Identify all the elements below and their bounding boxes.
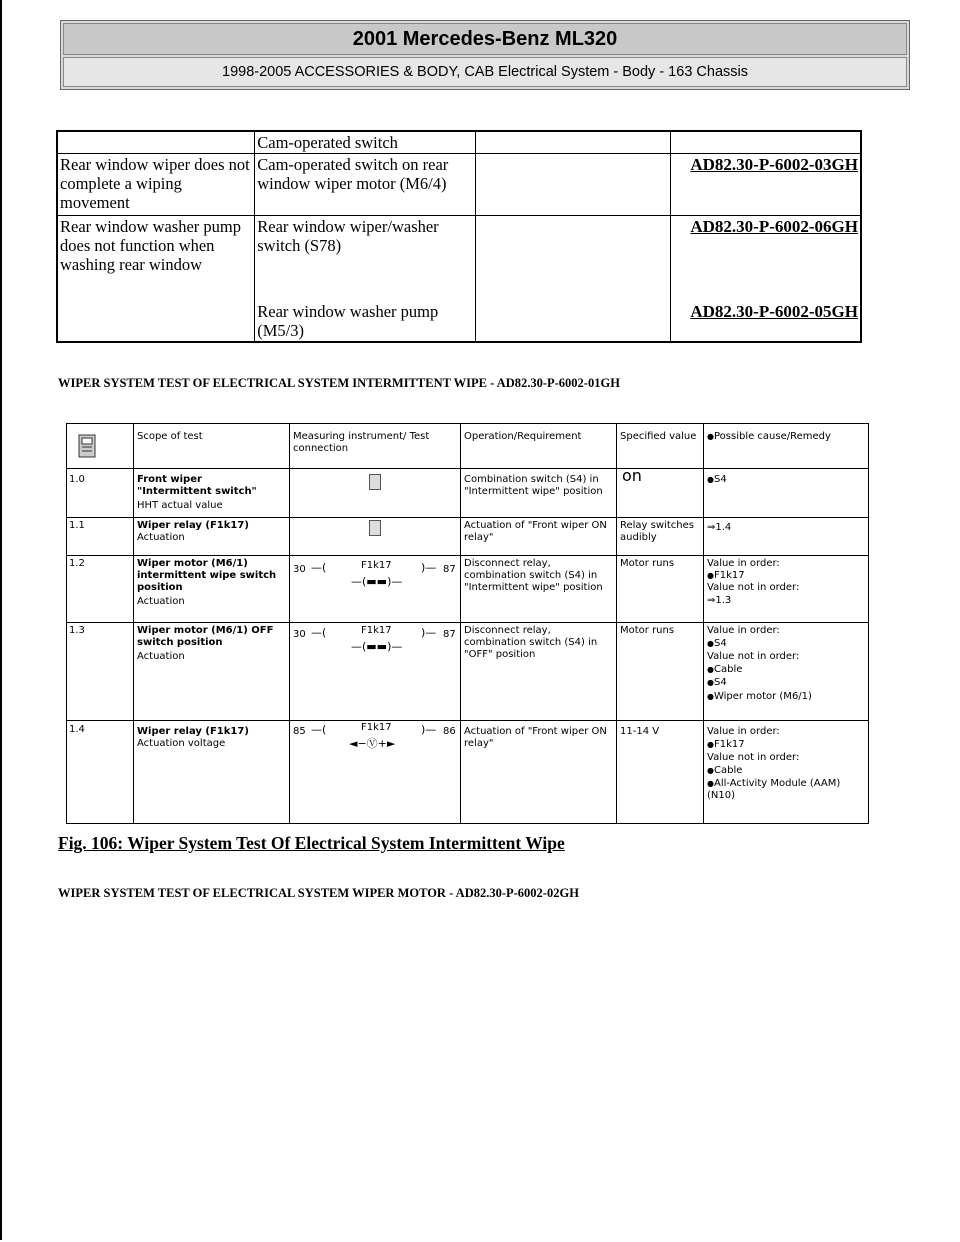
grid-line: [67, 720, 868, 721]
remedy-item: Value in order:: [707, 726, 780, 737]
remedy-item: ⇒1.3: [707, 595, 732, 606]
grid-line: [133, 424, 134, 823]
grid-line: [67, 468, 868, 469]
scope-text: Wiper relay (F1k17): [137, 520, 249, 531]
scope-sub: Actuation: [137, 532, 185, 543]
hht-icon: [369, 520, 381, 540]
remedy-item: Value in order:: [707, 625, 780, 636]
step-number: 1.1: [69, 520, 85, 531]
remedy-item: ⇒1.4: [707, 522, 732, 533]
remedy-item: ● Cable: [707, 664, 742, 676]
step-number: 1.2: [69, 558, 85, 569]
tester-icon: [73, 429, 101, 465]
remedy-item: ● S4: [707, 677, 727, 689]
header-scope: Scope of test: [137, 431, 203, 442]
blank-cell: [475, 154, 670, 216]
header-specified: Specified value: [620, 431, 697, 442]
spec-value: Relay switches audibly: [620, 520, 694, 543]
connection-diagram: 85 F1k17 86 —( )— ◄−Ⓥ+►: [293, 722, 456, 750]
operation-text: Disconnect relay, combination switch (S4) in "Intermittent wipe" position: [464, 558, 603, 593]
scope-sub: HHT actual value: [137, 500, 223, 511]
spec-value: Motor runs: [620, 558, 675, 569]
header-operation: Operation/Requirement: [464, 431, 582, 442]
component-cell: Cam-operated switch: [255, 131, 475, 154]
procedure-link[interactable]: [670, 131, 861, 154]
component-cell: Rear window wiper/washer switch (S78): [255, 216, 475, 301]
operation-text: Actuation of "Front wiper ON relay": [464, 726, 607, 749]
scope-sub: Actuation voltage: [137, 738, 226, 749]
remedy-item: ● F1k17: [707, 570, 745, 582]
operation-text: Actuation of "Front wiper ON relay": [464, 520, 607, 543]
remedy-item: ● All-Activity Module (AAM) (N10): [707, 778, 862, 802]
grid-line: [67, 517, 868, 518]
procedure-link[interactable]: AD82.30-P-6002-03GH: [670, 154, 861, 216]
test-figure: [66, 423, 869, 824]
step-number: 1.4: [69, 724, 85, 735]
cause-cell: Rear window washer pump does not function when washing rear window: [57, 216, 255, 342]
operation-text: Disconnect relay, combination switch (S4) in "OFF" position: [464, 625, 598, 660]
component-cell: Cam-operated switch on rear window wiper motor (M6/4): [255, 154, 475, 216]
table-row: [57, 154, 861, 216]
scope-sub: Actuation: [137, 651, 185, 662]
step-number: 1.3: [69, 625, 85, 636]
cause-cell: [57, 131, 255, 154]
scope-text: Wiper motor (M6/1) intermittent wipe switch position: [137, 558, 277, 593]
table-row: [57, 216, 861, 301]
step-number: 1.0: [69, 474, 85, 485]
procedure-link[interactable]: AD82.30-P-6002-05GH: [670, 301, 861, 342]
document-header: [60, 20, 910, 90]
remedy-item: ● S4: [707, 638, 727, 650]
operation-text: Combination switch (S4) in "Intermittent wipe" position: [464, 474, 603, 497]
scope-text: Wiper relay (F1k17): [137, 726, 249, 737]
grid-line: [460, 424, 461, 823]
remedy-item: ● F1k17: [707, 739, 745, 751]
table-row: [57, 131, 861, 154]
grid-line: [67, 622, 868, 623]
procedure-link[interactable]: AD82.30-P-6002-06GH: [670, 216, 861, 301]
document-title: 2001 Mercedes-Benz ML320: [63, 23, 907, 55]
remedy-item: Value not in order:: [707, 752, 800, 763]
header-remedy: ● Possible cause/Remedy: [707, 431, 831, 443]
header-measuring: Measuring instrument/ Test connection: [293, 431, 430, 454]
voltmeter-icon: ◄−Ⓥ+►: [349, 737, 396, 750]
remedy-item: ● S4: [707, 474, 727, 486]
section-heading-wiper-motor: WIPER SYSTEM TEST OF ELECTRICAL SYSTEM WIPER MOTOR - AD82.30-P-6002-02GH: [58, 886, 579, 900]
connection-diagram: 30 F1k17 87 —( )— —(▬▬)—: [293, 560, 456, 588]
blank-cell: [475, 131, 670, 154]
blank-cell: [475, 216, 670, 342]
spec-value: on: [622, 466, 642, 485]
remedy-item: Value not in order:: [707, 651, 800, 662]
hht-icon: [369, 474, 381, 494]
remedy-item: ● Cable: [707, 765, 742, 777]
component-cell: Rear window washer pump (M5/3): [255, 301, 475, 342]
grid-line: [289, 424, 290, 823]
scope-text: Wiper motor (M6/1) OFF switch position: [137, 625, 274, 648]
grid-line: [67, 555, 868, 556]
remedy-item: ● Wiper motor (M6/1): [707, 691, 812, 703]
grid-line: [703, 424, 704, 823]
scope-sub: Actuation: [137, 596, 185, 607]
diagnosis-table: [56, 130, 862, 343]
remedy-item: Value not in order:: [707, 582, 800, 593]
grid-line: [616, 424, 617, 823]
spec-value: 11-14 V: [620, 726, 660, 737]
figure-caption[interactable]: Fig. 106: Wiper System Test Of Electrical System Intermittent Wipe: [58, 833, 565, 853]
document-subtitle: 1998-2005 ACCESSORIES & BODY, CAB Electrical System - Body - 163 Chassis: [63, 57, 907, 87]
scope-text: Front wiper "Intermittent switch": [137, 474, 257, 497]
spec-value: Motor runs: [620, 625, 675, 636]
cause-cell: Rear window wiper does not complete a wiping movement: [57, 154, 255, 216]
remedy-item: Value in order:: [707, 558, 780, 569]
section-heading-intermittent-wipe: WIPER SYSTEM TEST OF ELECTRICAL SYSTEM INTERMITTENT WIPE - AD82.30-P-6002-01GH: [58, 376, 620, 390]
connection-diagram: 30 F1k17 87 —( )— —(▬▬)—: [293, 625, 456, 653]
